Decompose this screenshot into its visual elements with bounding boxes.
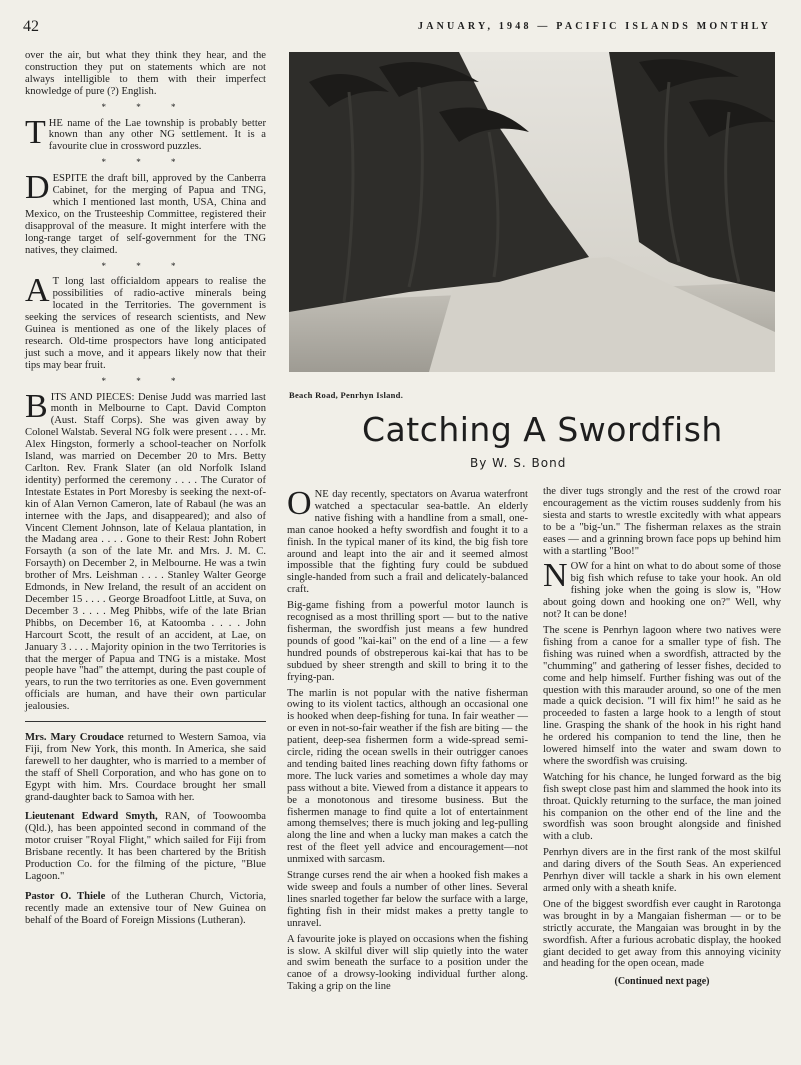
article-byline: By W. S. Bond <box>470 456 567 470</box>
person-name: Mrs. Mary Croudace <box>25 732 124 744</box>
paragraph <box>25 169 266 256</box>
drop-cap: T <box>25 113 46 151</box>
photo-caption: Beach Road, Penrhyn Island. <box>289 390 404 400</box>
paragraph <box>25 732 266 803</box>
paragraph-text: OW for a hint on what to do about some of those big fish which refuse to take your hook. An old fishing joke when the going is slow is, "How about going down and hooking one on?" Well, why not? It can be done! <box>543 561 781 621</box>
running-title: JANUARY, 1948 — PACIFIC ISLANDS MONTHLY <box>418 21 771 32</box>
left-column <box>25 50 266 935</box>
article-column-1 <box>287 485 528 997</box>
personal-notes <box>25 732 266 927</box>
paragraph-text: T long last officialdom appears to realise the possibilities of radio-active minerals being located in the Territories. The government is seeking the services of research scientists, and New Guinea is mentioned as one of the likely places of research. Old-time prospectors have long anticipated just such a move, and it appears likely now that their tips may bear fruit. <box>25 276 266 371</box>
divider <box>25 721 266 722</box>
page-number: 42 <box>23 18 39 35</box>
separator-stars: * * * <box>101 375 190 386</box>
paragraph-text: ESPITE the draft bill, approved by the Canberra Cabinet, for the merging of Papua and TNG, which I mentioned last month, USA, China and Mexico, on the Trusteeship Committee, registered their disapproval of the measure. It might interfere with the long-range target of self-government for the TNG natives, they claimed. <box>25 173 266 256</box>
paragraph <box>25 272 266 371</box>
paragraph-text: of the Lutheran Church, Victoria, recently made an extensive tour of New Guinea on behalf of the Board of Foreign Missions (Lutheran). <box>25 890 266 926</box>
drop-cap: A <box>25 272 50 310</box>
paragraph-text: HE name of the Lae township is probably better known than any other NG settlement. It is a favourite clue in crossword puzzles. <box>48 117 266 153</box>
drop-cap: N <box>543 557 568 595</box>
beach-road-photo <box>289 52 775 372</box>
separator-stars: * * * <box>101 157 190 168</box>
paragraph-text: NE day recently, spectators on Avarua waterfront watched a spectacular sea-battle. An elderly native fishing with a handline from a small, one-man canoe hooked a hefty swordfish and fought it to a finish. In the typical maner of its kind, the big fish tore around and leapt into the air and it seemed almost impossible that the fighting fury could be subdued single-handed from such a frail and delicately-balanced craft. <box>287 489 528 596</box>
paragraph <box>25 387 266 713</box>
paragraph-text: ITS AND PIECES: Denise Judd was married last month in Melbourne to Capt. David Compton (Aust. Staff Corps). She was given away by Colonel Walstab. Several NG folk were present . . . . Mr. Alex Hingston, formerly a school-teacher on Norfolk Island, was married on December 20 to Mrs. Betty Carlton. Rev. Frank Slater (an old Norfolk Island identity) performed the ceremony . . . . The Curator of Intestate Estates in Port Moresby is seeking the next-of-kin of Alan Vernon Cameron, late of Rabaul (he was an internee with the Japs, and disappeared); and also of Vincent Clement Johnson, late of Kelaua plantation, in the Madang area . . . . Gone to their Rest: John Robert Forsayth (a son of the late Mr. and Mrs. J. M. C. Forsayth) on December 2, in Melbourne. He was a twin brother of Mrs. Leishman . . . . Stanley Walter George Edmonds, in New Ireland, the result of an accident on December 15 . . . . George Broadfoot Little, at Suva, on December 3 . . . . Meg Phibbs, wife of the late Brian Phibbs, on December 16, at Katoomba . . . . John Harcourt Scott, the result of an accident, at Lae, on January 3 . . . . Majority opinion in the two Territories is that the merger of Papua and TNG is a mistake. Most people have "had" the attempt, during the past couple of years, to run the two territories as one. Even government officials are human, and have their own particular jealousies. <box>25 391 266 713</box>
continued-note: (Continued next page) <box>614 976 710 988</box>
palm-trees-image <box>289 52 775 372</box>
paragraph <box>25 891 266 927</box>
paragraph <box>25 113 266 154</box>
paragraph: The marlin is not popular with the native fisherman owing to its violent tactics, although an occasional one is hooked when deep-fishing for tuna. In fair weather — or even in not-so-fair weather if the fish are biting — the patient, deep-sea fishermen form a wide-spread semi-circle, riding the ocean swells in their outrigger canoes and tending baited lines reaching down fifty fathoms or more. The luck varies and sometimes a whole day may pass without a bite. Viewed from a distance it appears to be a monotonous and tiresome business. But the fishermen manage to find quite a lot of entertainment among themselves; there is much joking and leg-pulling along the line and when a lucky man makes a catch the rest of the fleet yell advice and encouragement—not unmixed with sarcasm. <box>287 687 528 866</box>
paragraph: over the air, but what they think they hear, and the construction they put on statements which are not always intelligible to them with their imperfect knowledge of pure (?) English. <box>25 50 266 97</box>
paragraph: Watching for his chance, he lunged forward as the big fish swept close past him and slammed the hook into its throat. Quickly returning to the surface, the man joined his companion on the other end of the line and the swordfish was soon brought alongside and finished with a club. <box>543 771 781 843</box>
paragraph <box>25 811 266 882</box>
drop-cap: D <box>25 169 50 207</box>
page-header <box>0 18 801 40</box>
paragraph: Big-game fishing from a powerful motor launch is recognised as a most thrilling sport — but to the native fisherman, the swordfish just means a few hundred pounds of good "kai-kai" on the end of a line — a few hundred pounds of obstreperous kai-kai that has to be subdued by sheer strength and skill to bring it to the frying-pan. <box>287 600 528 683</box>
paragraph: A favourite joke is played on occasions when the fishing is slow. A skilful diver will slip quietly into the water and swim beneath the surface to a position under the canoe of a drowsy-looking individual further along. Taking a grip on the line <box>287 933 528 993</box>
paragraph-text: RAN, of Toowoomba (Qld.), has been appointed second in command of the motor cruiser "Royal Flight," which sailed for Fiji from Brisbane recently. It has been chartered by the British Production Co. for the filming of the picture, "Blue Lagoon." <box>25 811 266 882</box>
paragraph: One of the biggest swordfish ever caught in Rarotonga was brought in by a Mangaian fisherman — or to be strictly accurate, the Mangaian was brought in by the swordfish. After a furious acrobatic display, the hooked giant decided to get away from this annoying vicinity and heading for the open ocean, made <box>543 898 781 970</box>
article-title: Catching A Swordfish <box>362 410 723 449</box>
article-column-2 <box>543 486 781 988</box>
separator-stars: * * * <box>101 101 190 112</box>
paragraph <box>543 557 781 621</box>
drop-cap: O <box>287 485 312 522</box>
person-name: Pastor O. Thiele <box>25 890 106 902</box>
paragraph: the diver tugs strongly and the rest of the crowd roar encouragement as the victim rouses suddenly from his siesta and starts to wrestle excitedly with what appears to be a "big-'un." The fisherman relaxes as the strain eases — and a grinning brown face pops up behind him with a startling "Boo!" <box>543 486 781 557</box>
paragraph: The scene is Penrhyn lagoon where two natives were fishing from a canoe for a smaller type of fish. The fishing was ruined when a swordfish, attracted by the "chumming" and gathering of lesser fishes, decided to come and help himself. Further fishing was out of the question with this marauder around, so one of the men made a quick decision. "I will fix him!" he said as he proceeded to fasten a large hook to a length of stout line. Grasping the shank of the hook in his right hand he ordered his companion to tend the line, then he lowered himself into the water and swam down to where the swordfish was cruising. <box>543 624 781 767</box>
person-name: Lieutenant Edward Smyth, <box>25 811 158 823</box>
paragraph-text: returned to Western Samoa, via Fiji, from New York, this month. In America, she said farewell to her daughter, who is married to a member of the staff of Shell Corporation, and who has gone on to Egypt with him. Mrs. Courdace brought her small grand-daughter back to Samoa with her. <box>25 732 266 803</box>
paragraph <box>287 485 528 596</box>
paragraph: Strange curses rend the air when a hooked fish makes a wide sweep and fouls a number of other lines. Several lines snarled together far below the surface with a large, fighting fish in their midst makes a pretty tangle to unravel. <box>287 870 528 929</box>
drop-cap: B <box>25 387 48 425</box>
separator-stars: * * * <box>101 260 190 271</box>
paragraph: Penrhyn divers are in the first rank of the most skilful and daring divers of the South Seas. An experienced Penrhyn diver will tackle a shark in his own element armed only with a sheath knife. <box>543 847 781 894</box>
